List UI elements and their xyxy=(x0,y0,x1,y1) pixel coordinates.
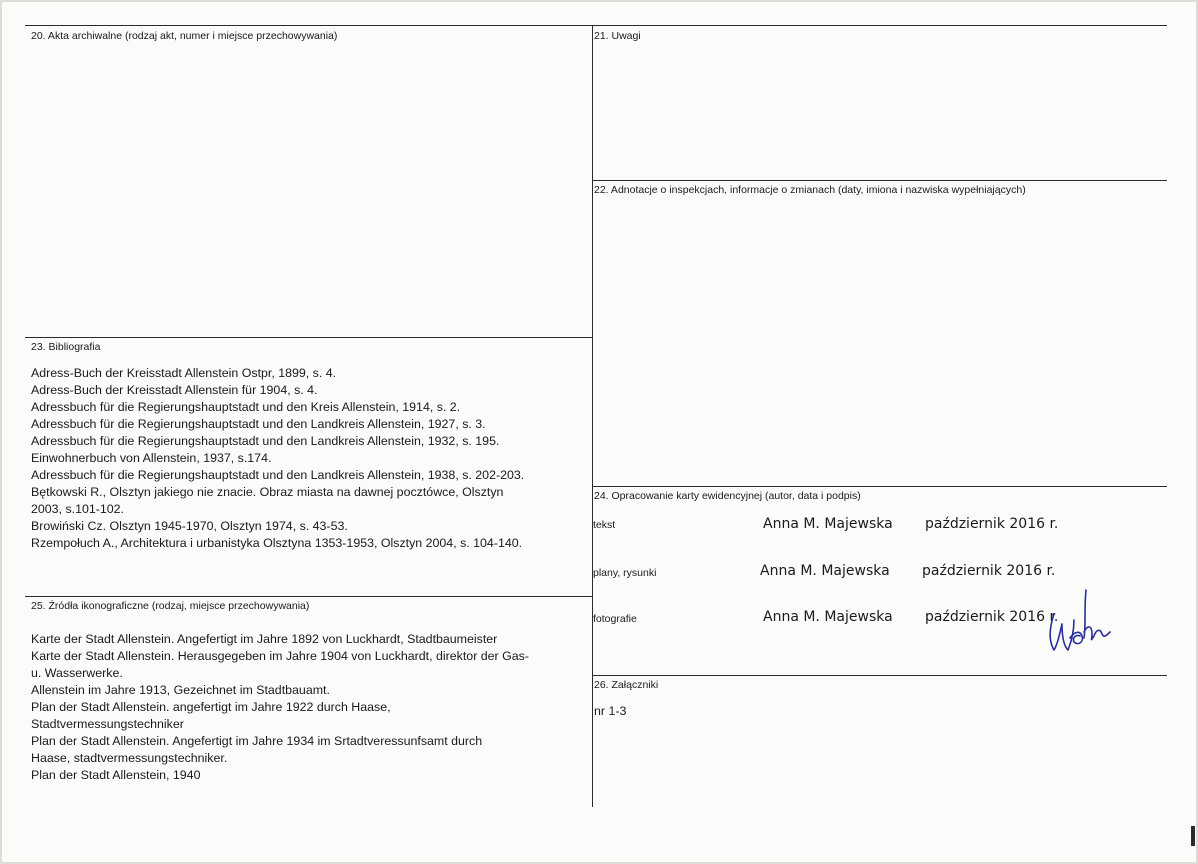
bibliography-entry: Einwohnerbuch von Allenstein, 1937, s.174. xyxy=(31,451,272,465)
iconography-entry: Plan der Stadt Allenstein. Angefertigt im Jahre 1934 im Srtadtveressunfsamt durch xyxy=(31,734,483,748)
bibliography-entry: Adress-Buch der Kreisstadt Allenstein Ostpr, 1899, s. 4. xyxy=(31,366,337,380)
prep-kind-plans: plany, rysunki xyxy=(593,567,657,579)
section-23-rule xyxy=(25,337,592,338)
column-divider xyxy=(592,25,593,807)
section-26-rule xyxy=(592,675,1167,676)
iconography-list xyxy=(31,631,529,784)
section-21-label: 21. Uwagi xyxy=(594,30,641,42)
iconography-entry: u. Wasserwerke. xyxy=(31,666,123,680)
bibliography-entry: Browiński Cz. Olsztyn 1945-1970, Olsztyn 1974, s. 43-53. xyxy=(31,519,348,533)
signature-icon xyxy=(1040,580,1120,660)
iconography-entry: Plan der Stadt Allenstein. angefertigt im Jahre 1922 durch Haase, xyxy=(31,700,391,714)
prep-date-photos: październik 2016 r. xyxy=(925,609,1059,625)
prep-author-text: Anna M. Majewska xyxy=(763,516,893,532)
section-20-label: 20. Akta archiwalne (rodzaj akt, numer i miejsce przechowywania) xyxy=(31,30,338,42)
iconography-entry: Karte der Stadt Allenstein. Angefertigt im Jahre 1892 von Luckhardt, Stadtbaumeister xyxy=(31,632,498,646)
section-24-rule xyxy=(592,486,1167,487)
iconography-entry: Haase, stadtvermessungstechniker. xyxy=(31,751,228,765)
bibliography-entry: Adressbuch für die Regierungshauptstadt und den Kreis Allenstein, 1914, s. 2. xyxy=(31,400,461,414)
bibliography-entry: Adressbuch für die Regierungshauptstadt und den Landkreis Allenstein, 1932, s. 195. xyxy=(31,434,500,448)
section-26-label: 26. Załączniki xyxy=(594,679,659,691)
bibliography-entry: Adressbuch für die Regierungshauptstadt und den Landkreis Allenstein, 1938, s. 202-203. xyxy=(31,468,525,482)
prep-kind-photos: fotografie xyxy=(593,613,637,625)
bibliography-entry: Rzempołuch A., Architektura i urbanistyka Olsztyna 1353-1953, Olsztyn 2004, s. 104-140. xyxy=(31,536,523,550)
prep-date-text: październik 2016 r. xyxy=(925,516,1059,532)
prep-kind-text: tekst xyxy=(593,519,616,531)
prep-author-plans: Anna M. Majewska xyxy=(760,563,890,579)
prep-date-plans: październik 2016 r. xyxy=(922,563,1056,579)
bibliography-entry: Bętkowski R., Olsztyn jakiego nie znacie. Obraz miasta na dawnej pocztówce, Olsztyn xyxy=(31,485,504,499)
bibliography-entry: 2003, s.101-102. xyxy=(31,502,125,516)
bibliography-list xyxy=(31,365,524,552)
iconography-entry: Stadtvermessungstechniker xyxy=(31,717,184,731)
iconography-entry: Plan der Stadt Allenstein, 1940 xyxy=(31,768,201,782)
attachments-value: nr 1-3 xyxy=(594,704,627,718)
section-22-label: 22. Adnotacje o inspekcjach, informacje o zmianach (daty, imiona i nazwiska wypełniających) xyxy=(594,184,1026,196)
iconography-entry: Allenstein im Jahre 1913, Gezeichnet im Stadtbauamt. xyxy=(31,683,330,697)
top-rule xyxy=(25,25,1167,26)
prep-author-photos: Anna M. Majewska xyxy=(763,609,893,625)
edge-mark xyxy=(1191,826,1195,846)
bibliography-entry: Adressbuch für die Regierungshauptstadt und den Landkreis Allenstein, 1927, s. 3. xyxy=(31,417,486,431)
iconography-entry: Karte der Stadt Allenstein. Herausgegeben im Jahre 1904 von Luckhardt, direktor der Gas- xyxy=(31,649,529,663)
section-23-label: 23. Bibliografia xyxy=(31,341,101,353)
bibliography-entry: Adress-Buch der Kreisstadt Allenstein für 1904, s. 4. xyxy=(31,383,318,397)
section-24-label: 24. Opracowanie karty ewidencyjnej (autor, data i podpis) xyxy=(594,490,861,502)
section-25-rule xyxy=(25,596,592,597)
section-25-label: 25. Źródła ikonograficzne (rodzaj, miejsce przechowywania) xyxy=(31,600,310,612)
section-22-rule xyxy=(592,180,1167,181)
